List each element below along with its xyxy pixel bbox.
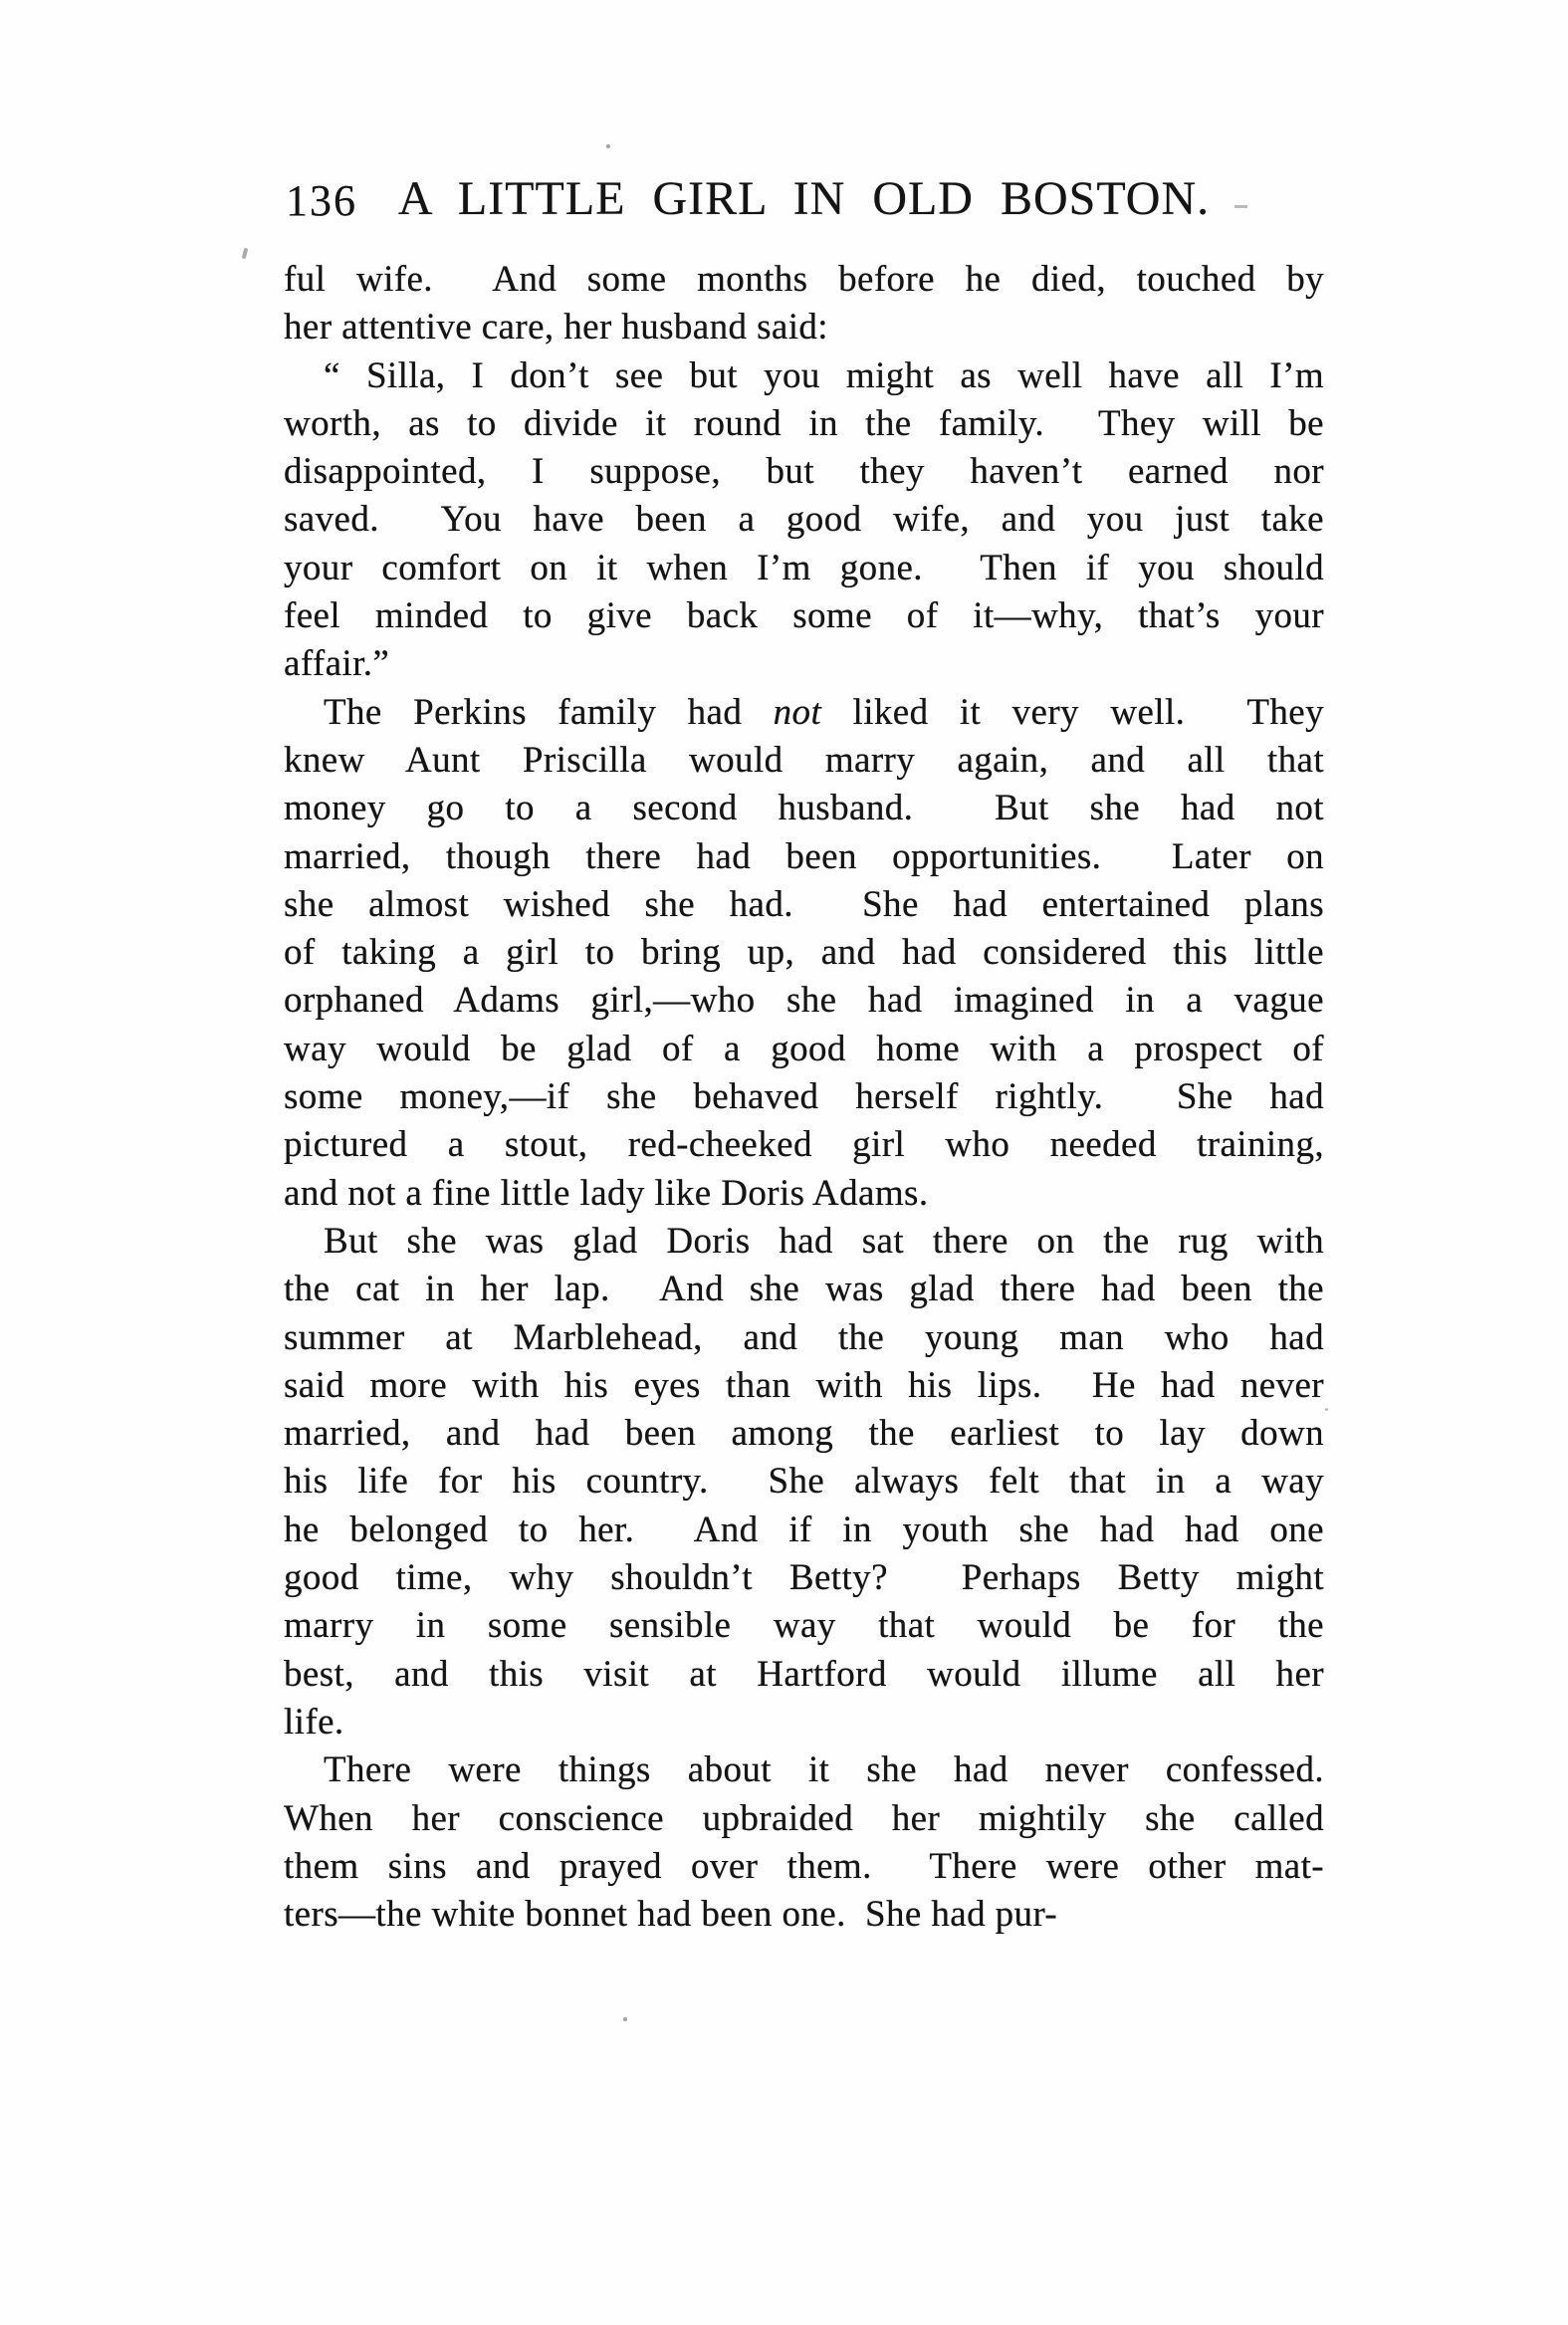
text-line: way would be glad of a good home with a prospect of [284,1028,1324,1069]
text-line: worth, as to divide it round in the family. They will be [284,402,1324,444]
text-line: disappointed, I suppose, but they haven’t earned nor [284,451,1324,493]
scan-artifact [242,248,249,260]
text-line: When her conscience upbraided her mightily she called [284,1797,1324,1839]
text-line: some money,—if she behaved herself rightly. She had [284,1076,1324,1118]
text-line: life. [284,1701,344,1743]
text-line: But she was glad Doris had sat there on the rug with [324,1220,1324,1262]
text-line: pictured a stout, red-cheeked girl who needed training, [284,1124,1324,1166]
text-line: them sins and prayed over them. There were other mat- [284,1845,1324,1887]
text-line: best, and this visit at Hartford would illume all her [284,1653,1324,1695]
text-line: good time, why shouldn’t Betty? Perhaps Betty might [284,1557,1324,1599]
text-line: The Perkins family had not liked it very well. They [324,691,1325,733]
text-line: ful wife. And some months before he died, touched by [284,259,1324,300]
text-line: feel minded to give back some of it—why, that’s your [284,595,1324,637]
paragraph [284,1218,1324,1746]
text-line: saved. You have been a good wife, and you just take [284,499,1324,541]
running-head [284,174,1324,224]
paragraph [284,352,1324,689]
text-line: your comfort on it when I’m gone. Then if you should [284,547,1324,588]
page-number: 136 [286,176,357,225]
page-text [284,256,1324,1939]
text-line: There were things about it she had never confessed. [324,1749,1324,1791]
text-line: “ Silla, I don’t see but you might as well have all I’m [324,354,1324,396]
paragraph [284,689,1324,1218]
text-line: his life for his country. She always felt that in a way [284,1461,1324,1503]
text-line: said more with his eyes than with his lips. He had never [284,1364,1324,1406]
text-line: affair.” [284,643,390,685]
text-line: married, and had been among the earliest to lay down [284,1413,1324,1455]
text-line: her attentive care, her husband said: [284,307,828,349]
text-line: knew Aunt Priscilla would marry again, and all that [284,739,1324,781]
text-line: orphaned Adams girl,—who she had imagined in a vague [284,980,1324,1022]
text-line: ters—the white bonnet had been one. She had pur- [284,1894,1058,1936]
paragraph [284,1746,1324,1939]
text-line: of taking a girl to bring up, and had considered this little [284,932,1324,974]
text-line: marry in some sensible way that would be for the [284,1605,1324,1647]
text-line: the cat in her lap. And she was glad there had been the [284,1269,1324,1310]
text-line: he belonged to her. And if in youth she had had one [284,1509,1324,1550]
text-line: and not a fine little lady like Doris Adams. [284,1172,929,1214]
text-line: married, though there had been opportunities. Later on [284,835,1324,877]
scan-artifact [1325,1408,1328,1411]
text-line: money go to a second husband. But she had not [284,788,1324,829]
page-title: A LITTLE GIRL IN OLD BOSTON. [397,172,1211,225]
text-line: summer at Marblehead, and the young man who had [284,1316,1324,1358]
text-line: she almost wished she had. She had entertained plans [284,883,1324,925]
scan-artifact [623,2017,627,2021]
paragraph [284,256,1324,352]
scan-artifact [1234,205,1247,208]
scan-artifact [606,144,610,148]
